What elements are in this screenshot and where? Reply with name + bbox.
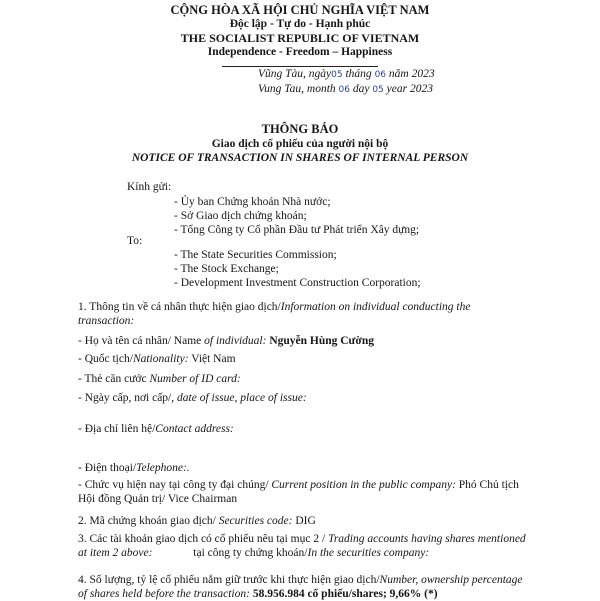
kinh-gui-label: Kính gửi: [127,181,172,193]
phone-row [78,462,190,475]
id-card-label-en: Number of ID card: [149,373,241,385]
country-name-en: THE SOCIALIST REPUBLIC OF VIETNAM [180,31,420,45]
section1-heading-en-2: transaction: [78,315,135,327]
recipient-vn-2: - Sở Giao dịch chứng khoán; [174,210,307,222]
date-vn-month-label: tháng [345,68,372,80]
accounts-label-vn: 3. Các tài khoản giao dịch có cổ phiếu nêu tại mục 2 / [78,533,326,545]
date-vn-year: năm 2023 [388,68,435,80]
date-line-vn [258,68,435,82]
nationality-label-vn: - Quốc tịch/ [78,353,133,365]
notice-subtitle-en: NOTICE OF TRANSACTION IN SHARES OF INTERNAL PERSON [131,152,469,164]
recipient-en-1: - The State Securities Commission; [174,249,337,261]
recipient-en-2: - The Stock Exchange; [174,263,279,275]
securities-code-label-en: Securities code: [218,515,293,527]
country-name-vn: CỘNG HÒA XÃ HỘI CHỦ NGHĨA VIỆT NAM [170,3,430,17]
holdings-value: 58.956.984 cổ phiếu/shares; 9,66% (*) [252,588,438,600]
holdings-label-en-2: of shares held before the transaction: [78,588,250,600]
name-value: Nguyễn Hùng Cường [269,335,374,347]
position-value: Phó Chủ tịch [458,479,519,491]
notice-subtitle-vn: Giao dịch cổ phiếu của người nội bộ [211,138,389,150]
issue-label-en: date of issue, place of issue: [177,392,307,404]
date-vn-prefix: Vũng Tàu, ngày [258,68,332,80]
name-row [78,335,374,348]
accounts-label-en-2: at item 2 above: [78,547,153,559]
date-en-month: 06 [338,85,350,95]
section1-heading-en: Information on individual conducting the [280,301,471,313]
id-card-row [78,373,241,386]
position-label-vn: - Chức vụ hiện nay tại công ty đại chúng/ [78,479,269,491]
issue-label-vn: - Ngày cấp, nơi cấp/, [78,392,175,404]
motto-en: Independence - Freedom – Happiness [207,46,393,58]
name-label-vn: - Họ và tên cá nhân/ Name [78,335,202,347]
position-row [78,479,519,492]
accounts-company-vn: tại công ty chứng khoán/ [193,547,308,559]
date-en-day: 05 [372,85,384,95]
motto-vn: Độc lập - Tự do - Hạnh phúc [229,18,371,30]
date-vn-day: 05 [331,70,343,80]
to-label: To: [127,235,143,247]
securities-code-label-vn: 2. Mã chứng khoán giao dịch/ [78,515,216,527]
securities-code-row [78,515,316,528]
recipient-vn-3: - Tổng Công ty Cổ phần Đầu tư Phát triển Xây dựng; [174,224,420,236]
address-label-en: Contact address: [155,423,234,435]
holdings-row-2 [78,588,438,601]
position-value-2: Hội đồng Quản trị/ Vice Chairman [78,493,238,505]
accounts-label-en: Trading accounts having shares mentioned [328,533,526,545]
accounts-row-2 [78,547,429,560]
section1-heading-vn: 1. Thông tin về cá nhân thực hiện giao dịch/ [78,301,281,313]
accounts-company-en: In the securities company: [307,547,430,559]
nationality-label-en: Nationality: [132,353,189,365]
nationality-value: Việt Nam [191,353,236,365]
recipient-vn-1: - Ủy ban Chứng khoán Nhà nước; [174,196,331,208]
nationality-row [78,353,236,366]
notice-title: THÔNG BÁO [261,122,339,136]
header-rule [222,66,378,67]
phone-label-vn: - Điện thoại/ [78,462,137,474]
securities-code-value: DIG [295,515,316,527]
holdings-label-en: Number, ownership percentage [379,574,523,586]
issue-row [78,392,307,405]
id-card-label-vn: - Thẻ căn cước [78,373,147,385]
date-en-day-label: day [352,83,370,95]
date-line-en [258,83,433,97]
holdings-label-vn: 4. Số lượng, tỷ lệ cổ phiếu nắm giữ trước khi thực hiện giao dịch/ [78,574,380,586]
date-vn-month: 06 [374,70,387,80]
date-en-prefix: Vung Tau, month [258,83,336,95]
phone-label-en: Telephone:. [136,462,190,474]
address-row [78,423,234,436]
position-label-en: Current position in the public company: [271,479,456,491]
holdings-row-1 [78,574,523,587]
section1-heading [78,301,470,314]
date-en-year: year 2023 [386,83,433,95]
address-label-vn: - Địa chỉ liên hệ/ [78,423,156,435]
accounts-row-1 [78,533,526,546]
recipient-en-3: - Development Investment Construction Corporation; [174,277,421,289]
name-label-en: of individual: [201,335,267,347]
